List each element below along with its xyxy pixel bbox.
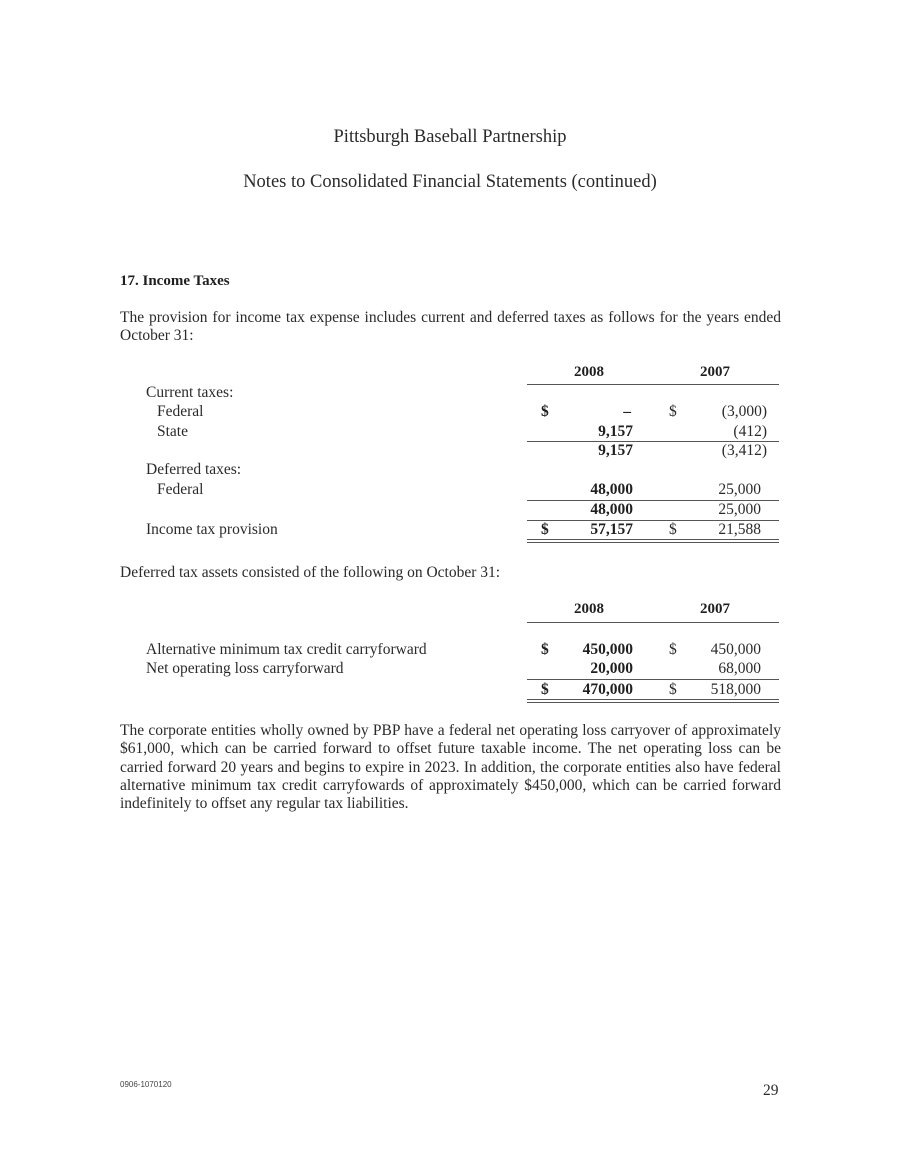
current-taxes-label: Current taxes:	[146, 384, 234, 401]
currency-symbol: $	[541, 521, 549, 538]
deferred-assets-total-2007: 518,000	[710, 681, 761, 698]
deferred-taxes-label: Deferred taxes:	[146, 461, 242, 478]
amt-credit-2008: 450,000	[582, 641, 633, 658]
current-subtotal-2007: (3,412)	[721, 442, 767, 459]
currency-symbol: $	[541, 641, 549, 658]
currency-symbol: $	[541, 403, 549, 420]
table2-header-rule	[527, 622, 779, 623]
table2-total-rule	[527, 679, 779, 680]
deferred-subtotal-2008: 48,000	[590, 501, 633, 518]
table2-header-2007: 2007	[700, 601, 730, 617]
currency-symbol: $	[669, 521, 677, 538]
intro-paragraph: The provision for income tax expense includes current and deferred taxes as follows for the years ended October 31:	[120, 309, 781, 345]
income-tax-provision-label: Income tax provision	[146, 521, 278, 538]
current-federal-label: Federal	[157, 403, 204, 420]
entity-title: Pittsburgh Baseball Partnership	[333, 127, 567, 147]
current-federal-2008: –	[623, 403, 631, 420]
current-subtotal-2008: 9,157	[598, 442, 633, 459]
current-state-2007: (412)	[733, 423, 767, 440]
page-subtitle: Notes to Consolidated Financial Statements (continued)	[243, 172, 657, 192]
table1-double-rule-bottom	[527, 542, 779, 543]
deferred-federal-2008: 48,000	[590, 481, 633, 498]
table1-header-2007: 2007	[700, 364, 730, 380]
nol-carryover-paragraph: The corporate entities wholly owned by PBP have a federal net operating loss carryover of approximately $61,000, which can be carried forward to offset future taxable income. The net operating loss can be carried forward 20 years and begins to expire in 2023. In addition, the corporate entities also have federal alternative minimum tax credit carryfowards of approximately $450,000, which can be carried forward indefinitely to offset any regular tax liabilities.	[120, 722, 781, 813]
table1-header-rule	[527, 384, 779, 385]
amt-credit-2007: 450,000	[710, 641, 761, 658]
current-state-label: State	[157, 423, 188, 440]
deferred-assets-total-2008: 470,000	[582, 681, 633, 698]
table2-double-rule-bottom	[527, 702, 779, 703]
document-code: 0906-1070120	[120, 1080, 172, 1089]
deferred-assets-intro: Deferred tax assets consisted of the following on October 31:	[120, 564, 501, 581]
current-state-2008: 9,157	[598, 423, 633, 440]
section-heading: 17. Income Taxes	[120, 273, 230, 289]
nol-label: Net operating loss carryforward	[146, 660, 344, 677]
deferred-federal-label: Federal	[157, 481, 204, 498]
currency-symbol: $	[669, 641, 677, 658]
nol-2007: 68,000	[718, 660, 761, 677]
current-federal-2007: (3,000)	[721, 403, 767, 420]
table1-header-2008: 2008	[574, 364, 604, 380]
currency-symbol: $	[669, 403, 677, 420]
deferred-subtotal-2007: 25,000	[718, 501, 761, 518]
currency-symbol: $	[541, 681, 549, 698]
deferred-federal-2007: 25,000	[718, 481, 761, 498]
table2-double-rule-top	[527, 699, 779, 700]
table2-header-2008: 2008	[574, 601, 604, 617]
nol-2008: 20,000	[590, 660, 633, 677]
income-tax-provision-2008: 57,157	[590, 521, 633, 538]
currency-symbol: $	[669, 681, 677, 698]
amt-credit-label: Alternative minimum tax credit carryforward	[146, 641, 427, 658]
page-number: 29	[763, 1082, 779, 1099]
income-tax-provision-2007: 21,588	[718, 521, 761, 538]
table1-double-rule-top	[527, 539, 779, 540]
